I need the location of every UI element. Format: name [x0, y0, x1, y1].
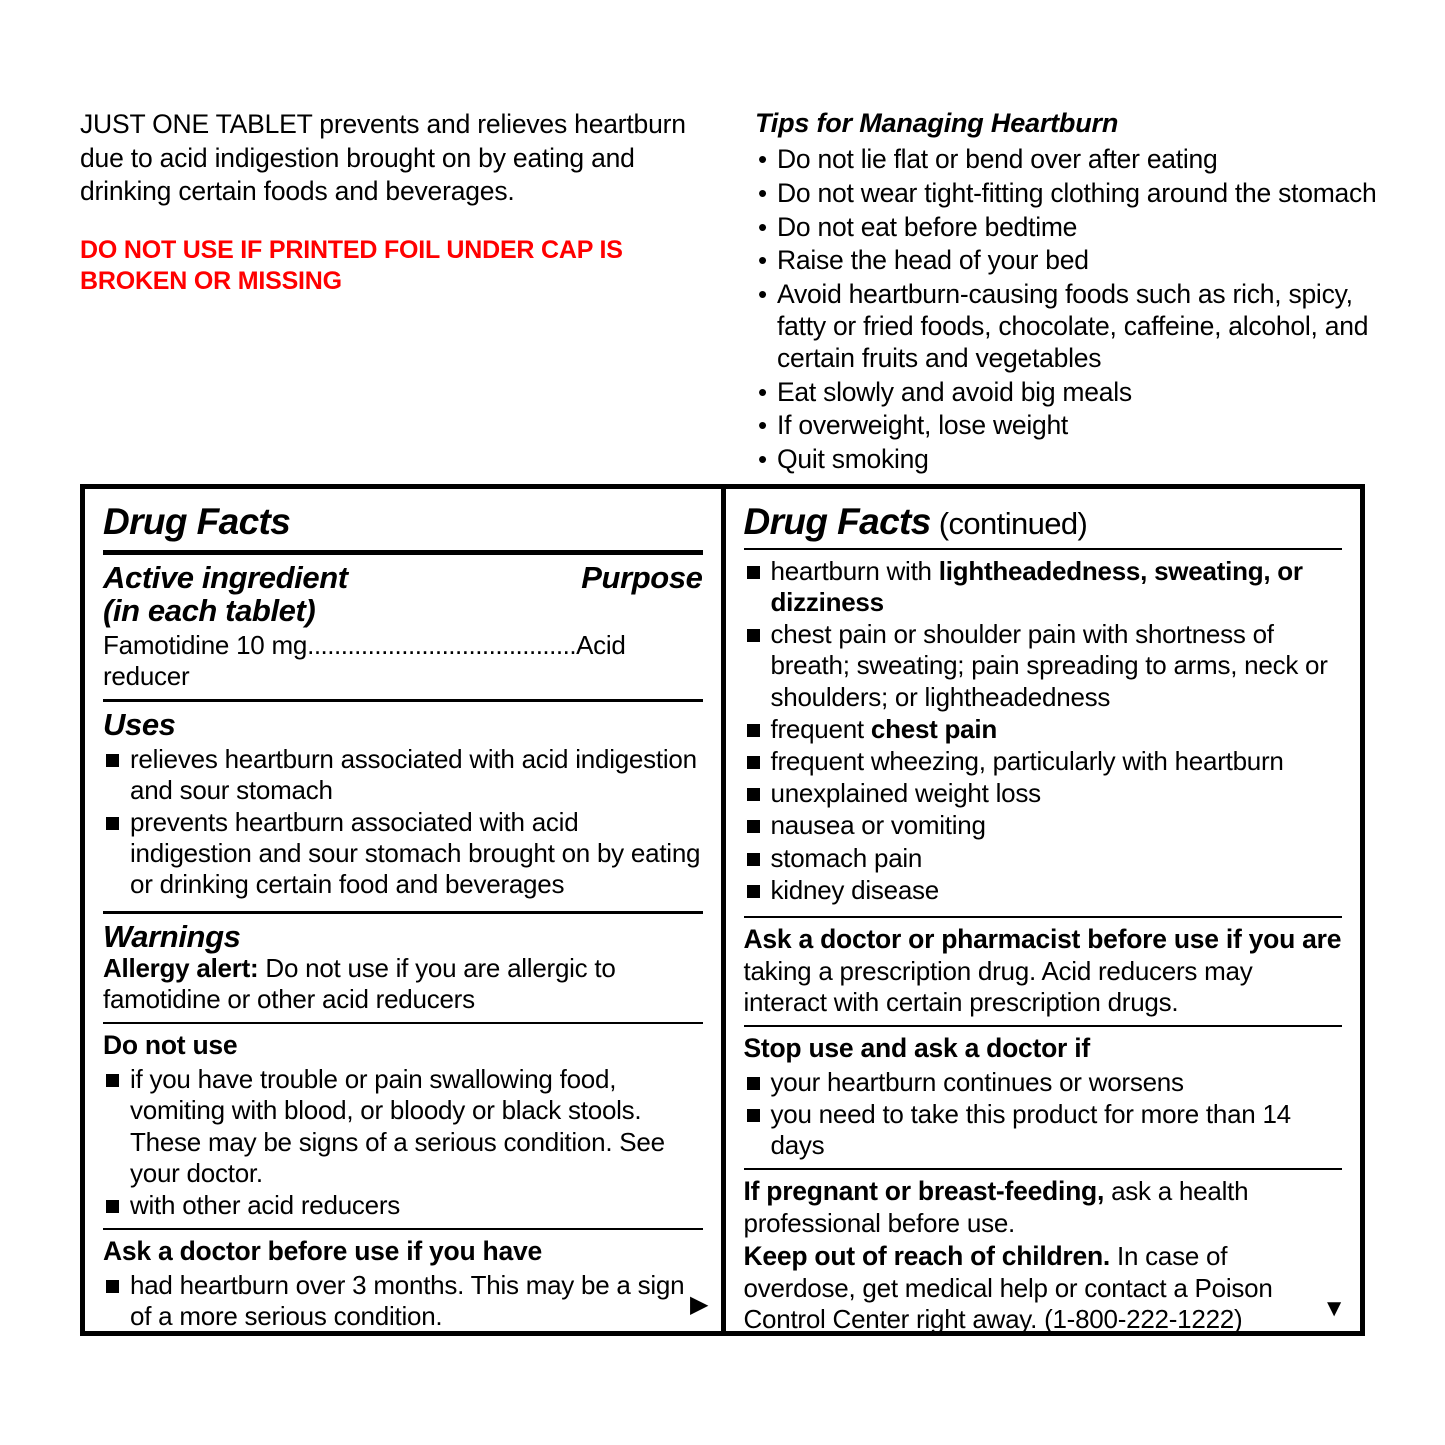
uses-list — [103, 744, 703, 901]
pregnancy-heading: If pregnant or breast-feeding, — [743, 1176, 1105, 1207]
intro-block — [80, 108, 720, 297]
do-not-use-heading: Do not use — [103, 1030, 238, 1061]
drug-facts-title-continued — [744, 503, 1343, 542]
list-item — [744, 843, 1343, 874]
active-ingredient-heading: Active ingredient — [103, 559, 348, 595]
stop-use-list — [744, 1067, 1343, 1162]
list-item: • Do not eat before bedtime — [755, 212, 1385, 244]
stop-use-heading: Stop use and ask a doctor if — [743, 1033, 1090, 1064]
drug-facts-title-suffix: (continued) — [930, 506, 1088, 541]
list-item: • Quit smoking — [755, 444, 1385, 476]
list-item-text: frequent wheezing, particularly with heartburn — [770, 745, 1284, 776]
list-item — [744, 875, 1343, 906]
list-item: relieves heartburn associated with acid indigestion and sour stomach — [103, 744, 703, 806]
intro-lead-rest: prevents and relieves heartburn due to acid indigestion brought on by eating and drinking certain foods and beverages. — [80, 109, 686, 207]
list-item: • Do not lie flat or bend over after eating — [755, 144, 1385, 176]
list-item — [744, 556, 1343, 618]
list-item: prevents heartburn associated with acid indigestion and sour stomach brought on by eating or drinking certain food and beverages — [103, 807, 703, 901]
drug-facts-title-main: Drug Facts — [743, 501, 931, 542]
list-item: with other acid reducers — [103, 1190, 703, 1221]
list-item — [744, 778, 1343, 809]
list-item — [744, 746, 1343, 777]
drug-facts-column-left — [85, 489, 726, 1331]
ask-doctor-heading: Ask a doctor before use if you have — [103, 1236, 542, 1267]
list-item: your heartburn continues or worsens — [744, 1067, 1343, 1098]
list-item-text: stomach pain — [770, 842, 923, 873]
list-item-emphasis: lightheadedness, sweating, or dizziness — [770, 555, 1303, 618]
drug-facts-column-right — [726, 489, 1361, 1335]
list-item — [744, 810, 1343, 841]
tips-title: Tips for Managing Heartburn — [755, 108, 1119, 138]
warnings-heading: Warnings — [103, 918, 241, 954]
intro-lead — [80, 108, 720, 209]
divider — [744, 1025, 1343, 1027]
tips-list — [755, 144, 1385, 476]
active-ingredient-subheading: (in each tablet) — [103, 593, 316, 629]
divider — [103, 1022, 703, 1024]
list-item: • Raise the head of your bed — [755, 245, 1385, 277]
ask-doctor-list — [103, 1270, 703, 1332]
list-item: you need to take this product for more than 14 days — [744, 1099, 1343, 1161]
continued-down-arrow-icon: ▼ — [1322, 1295, 1346, 1322]
divider — [744, 548, 1343, 550]
drug-facts-title: Drug Facts — [103, 501, 291, 542]
list-item: • If overweight, lose weight — [755, 410, 1385, 442]
allergy-alert-label: Allergy alert: — [103, 953, 259, 984]
list-item-text: nausea or vomiting — [770, 810, 986, 841]
pregnancy-block — [744, 1176, 1343, 1239]
list-item-emphasis: chest pain — [870, 713, 997, 744]
divider — [103, 911, 703, 914]
list-item-text: frequent — [770, 713, 871, 744]
leader-dots: ........................................ — [307, 629, 577, 660]
list-item: had heartburn over 3 months. This may be a sign of a more serious condition. — [103, 1270, 703, 1332]
allergy-alert-text: Do not use if you are allergic to famotidine or other acid reducers — [103, 953, 616, 1015]
keep-out-block — [744, 1241, 1343, 1335]
list-item-text: unexplained weight loss — [770, 778, 1041, 809]
divider — [103, 1228, 703, 1230]
pregnancy-text: ask a health professional before use. — [743, 1176, 1249, 1239]
list-item-text: chest pain or shoulder pain with shortness of breath; sweating; pain spreading to arms, neck or shoulders; or lightheadedness — [770, 619, 1328, 712]
foil-warning: DO NOT USE IF PRINTED FOIL UNDER CAP IS BROKEN OR MISSING — [80, 235, 623, 296]
ask-pharmacist-block — [744, 924, 1343, 1018]
list-item — [744, 714, 1343, 745]
drug-facts-panel — [80, 484, 1365, 1336]
continued-right-arrow-icon: ▶ — [690, 1291, 709, 1318]
ingredient-name: Famotidine 10 mg — [103, 629, 308, 660]
symptom-list — [744, 556, 1343, 906]
list-item-text: kidney disease — [770, 874, 939, 905]
list-item-text: heartburn with — [770, 555, 939, 586]
allergy-alert — [103, 953, 703, 1015]
list-item: • Avoid heartburn-causing foods such as rich, spicy, fatty or fried foods, chocolate, caffeine, alcohol, and certain fruits and vegetables — [755, 279, 1385, 374]
divider — [744, 916, 1343, 918]
tips-block — [755, 108, 1385, 478]
intro-lead-strong: JUST ONE TABLET — [80, 109, 313, 139]
do-not-use-list — [103, 1064, 703, 1221]
divider — [103, 550, 703, 555]
list-item: • Do not wear tight-fitting clothing around the stomach — [755, 178, 1385, 210]
uses-heading: Uses — [103, 707, 176, 743]
ingredient-purpose: Acid reducer — [103, 629, 626, 691]
active-ingredient-row — [103, 630, 703, 692]
divider — [103, 699, 703, 702]
keep-out-text: In case of overdose, get medical help or contact a Poison Control Center right away. (1-800-222-1222) — [743, 1241, 1273, 1335]
list-item: • Eat slowly and avoid big meals — [755, 377, 1385, 409]
divider — [744, 1168, 1343, 1170]
ask-pharmacist-heading: Ask a doctor or pharmacist before use if you are — [743, 923, 1342, 954]
list-item: if you have trouble or pain swallowing food, vomiting with blood, or bloody or black stools. These may be signs of a serious condition. See your doctor. — [103, 1064, 703, 1189]
ask-pharmacist-text: taking a prescription drug. Acid reducers may interact with certain prescription drugs. — [743, 955, 1253, 1017]
active-ingredient-header — [103, 561, 703, 628]
purpose-heading: Purpose — [581, 559, 703, 595]
list-item — [744, 619, 1343, 713]
keep-out-heading: Keep out of reach of children. — [743, 1241, 1110, 1272]
